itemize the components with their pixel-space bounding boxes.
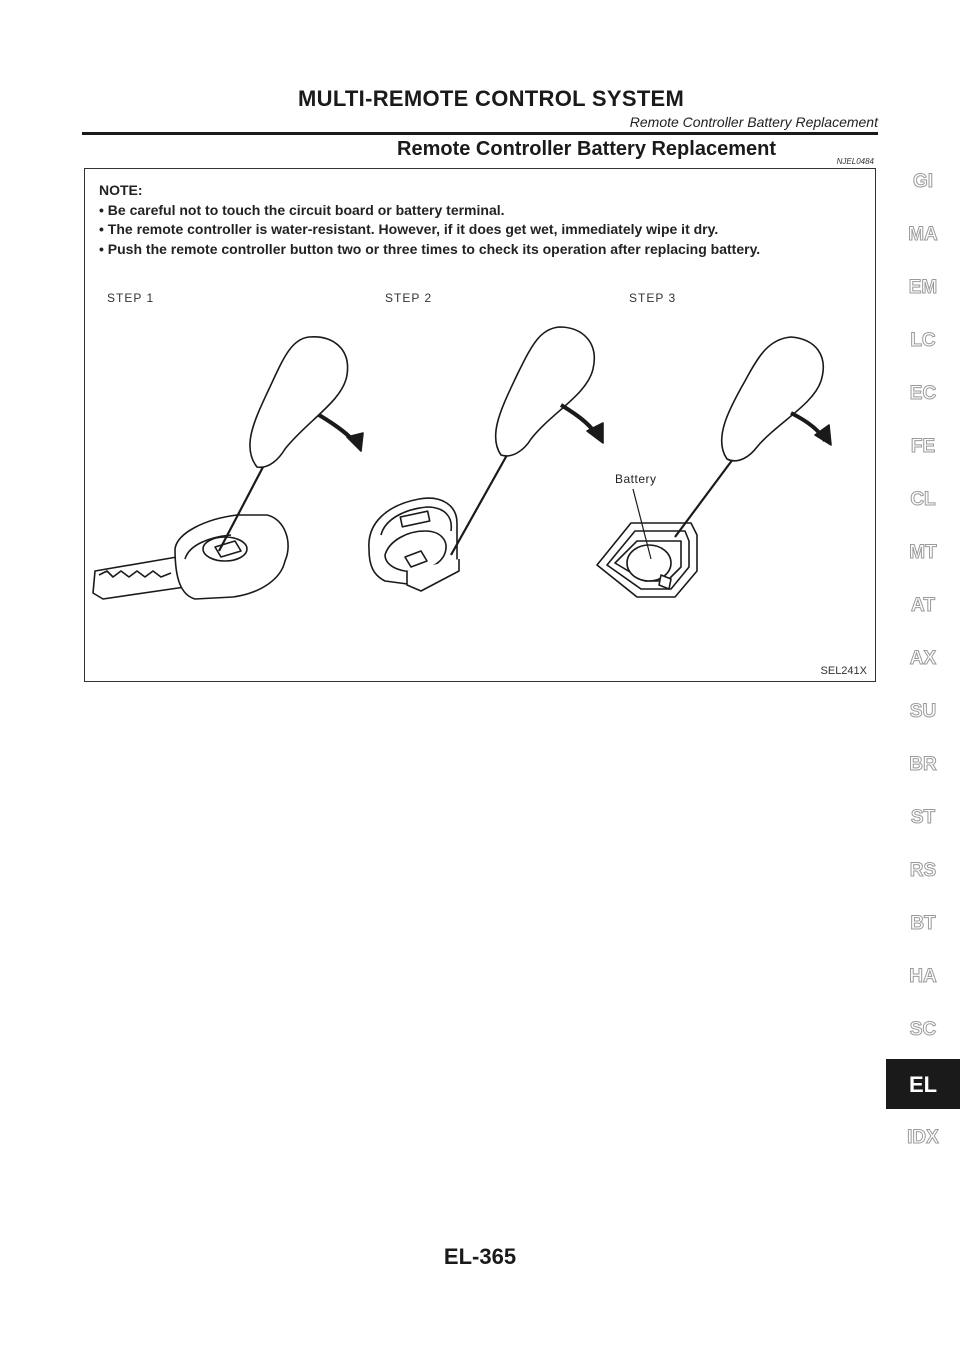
tab-idx[interactable]: IDX <box>907 1127 939 1148</box>
battery-replacement-illustration <box>85 309 875 659</box>
figure-box <box>84 168 876 682</box>
step-2-drawing <box>369 327 603 591</box>
section-code: NJEL0484 <box>836 157 874 166</box>
tab-ha[interactable]: HA <box>909 966 937 987</box>
note-item: • Be careful not to touch the circuit board or battery terminal. <box>99 201 505 218</box>
step-3-drawing <box>597 337 831 597</box>
header-divider <box>82 132 878 135</box>
tab-sc[interactable]: SC <box>909 1019 937 1040</box>
page-number: EL-365 <box>443 1244 517 1269</box>
tab-ma[interactable]: MA <box>908 224 938 245</box>
step-2-label: STEP 2 <box>385 291 433 305</box>
tab-lc[interactable]: LC <box>910 330 936 351</box>
tab-gi[interactable]: GI <box>912 171 934 192</box>
page-header-subtitle: Remote Controller Battery Replacement <box>629 114 878 130</box>
tab-bt[interactable]: BT <box>910 913 936 934</box>
tab-at[interactable]: AT <box>911 595 935 616</box>
tab-ec[interactable]: EC <box>909 383 937 404</box>
tab-su[interactable]: SU <box>909 701 937 722</box>
section-title: Remote Controller Battery Replacement <box>397 138 776 160</box>
tab-st[interactable]: ST <box>910 807 936 828</box>
tab-cl[interactable]: CL <box>910 489 936 510</box>
tab-el-active[interactable]: EL <box>886 1059 960 1109</box>
tab-ax[interactable]: AX <box>909 648 937 669</box>
tab-mt[interactable]: MT <box>909 542 937 563</box>
step-3-label: STEP 3 <box>629 291 677 305</box>
note-item: • The remote controller is water-resistant. However, if it does get wet, immediately wipe it dry. <box>99 221 719 237</box>
tab-br[interactable]: BR <box>909 754 937 775</box>
tab-em[interactable]: EM <box>908 277 938 298</box>
battery-label: Battery <box>615 472 657 486</box>
tab-rs[interactable]: RS <box>909 860 937 881</box>
note-heading: NOTE: <box>99 182 143 198</box>
figure-code: SEL241X <box>820 665 867 677</box>
page-header-title: MULTI-REMOTE CONTROL SYSTEM <box>298 86 685 111</box>
step-1-drawing <box>93 337 363 599</box>
step-1-label: STEP 1 <box>107 291 155 305</box>
note-item: • Push the remote controller button two or three times to check its operation after replacing battery. <box>99 240 761 257</box>
tab-fe[interactable]: FE <box>910 436 936 457</box>
note-block <box>99 181 760 259</box>
